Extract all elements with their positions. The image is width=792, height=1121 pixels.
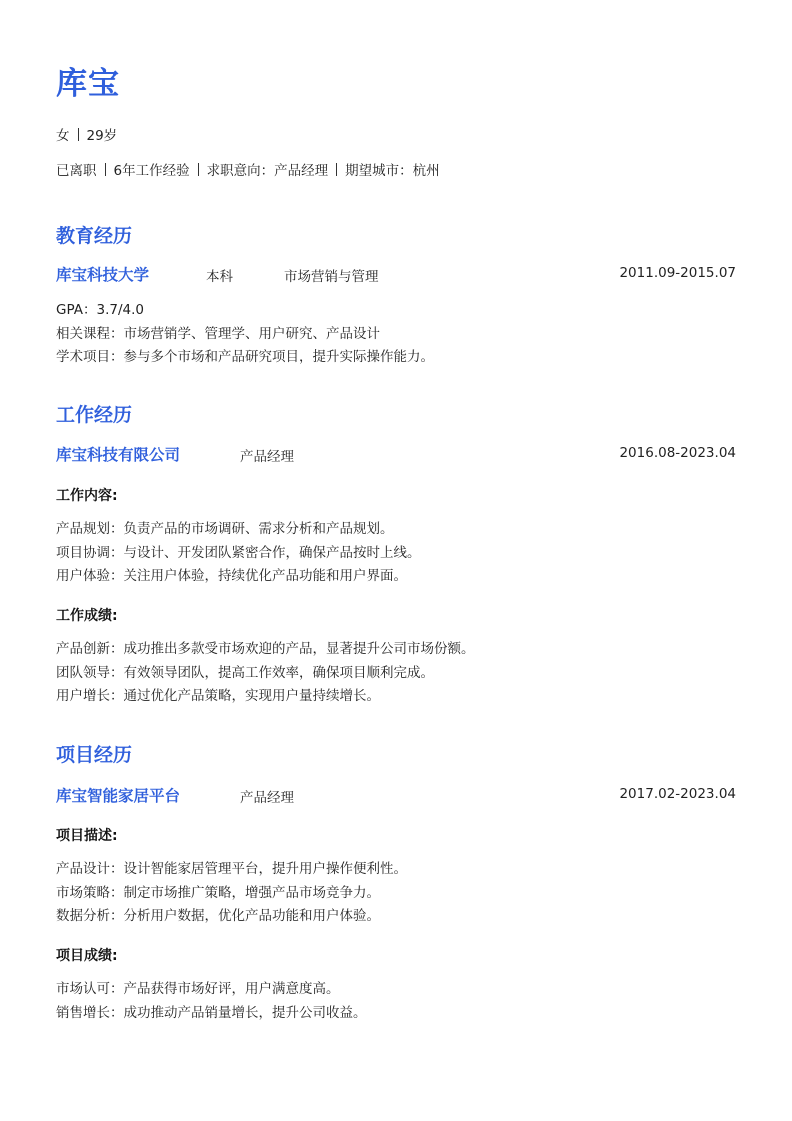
divider — [198, 163, 199, 176]
major-text: 市场营销与管理 — [284, 269, 379, 285]
education-section-title: 教育经历 — [56, 225, 133, 247]
project-name: 库宝智能家居平台 — [56, 787, 181, 805]
work-role: 产品经理 — [240, 449, 294, 465]
project-section-title: 项目经历 — [56, 744, 133, 766]
project-period: 2017.02-2023.04 — [619, 786, 736, 802]
work-entry — [56, 443, 736, 465]
city-text: 期望城市：杭州 — [345, 163, 440, 179]
project-desc-line: 数据分析：分析用户数据，优化产品功能和用户体验。 — [56, 908, 380, 924]
divider — [336, 163, 337, 176]
education-detail-line: 相关课程：市场营销学、管理学、用户研究、产品设计 — [56, 325, 380, 342]
project-desc-line: 市场策略：制定市场推广策略，增强产品市场竞争力。 — [56, 884, 380, 901]
gender-text: 女 — [56, 128, 70, 144]
education-detail-line: GPA：3.7/4.0 — [56, 302, 144, 318]
degree-text: 本科 — [206, 269, 233, 285]
school-name: 库宝科技大学 — [56, 266, 150, 284]
intention-text: 求职意向：产品经理 — [206, 163, 329, 179]
project-desc-list — [56, 858, 407, 929]
divider — [78, 128, 79, 141]
age-text: 29岁 — [86, 128, 118, 144]
project-result-line: 销售增长：成功推动产品销量增长，提升公司收益。 — [56, 1004, 367, 1021]
project-result-line: 市场认可：产品获得市场好评，用户满意度高。 — [56, 981, 340, 997]
status-text: 已离职 — [56, 163, 97, 179]
work-content-line: 产品规划：负责产品的市场调研、需求分析和产品规划。 — [56, 521, 394, 537]
work-results-title: 工作成绩: — [56, 608, 118, 624]
basic-info-row — [56, 124, 117, 144]
work-section-title: 工作经历 — [56, 404, 133, 426]
candidate-name: 库宝 — [56, 66, 120, 102]
work-result-line: 产品创新：成功推出多款受市场欢迎的产品，显著提升公司市场份额。 — [56, 641, 475, 657]
project-entry — [56, 784, 736, 806]
divider — [105, 163, 106, 176]
work-result-line: 用户增长：通过优化产品策略，实现用户量持续增长。 — [56, 688, 380, 704]
project-desc-line: 产品设计：设计智能家居管理平台，提升用户操作便利性。 — [56, 861, 407, 877]
work-period: 2016.08-2023.04 — [619, 445, 736, 461]
education-entry — [56, 263, 736, 285]
work-content-line: 用户体验：关注用户体验，持续优化产品功能和用户界面。 — [56, 568, 407, 584]
project-desc-title: 项目描述: — [56, 828, 118, 844]
education-period: 2011.09-2015.07 — [619, 265, 736, 281]
job-info-row — [56, 159, 440, 179]
company-name: 库宝科技有限公司 — [56, 446, 181, 464]
work-content-list — [56, 518, 421, 589]
project-results-title: 项目成绩: — [56, 948, 118, 964]
project-role: 产品经理 — [240, 790, 294, 806]
project-results-list — [56, 978, 367, 1025]
education-details — [56, 299, 434, 370]
work-content-title: 工作内容: — [56, 488, 118, 504]
education-detail-line: 学术项目：参与多个市场和产品研究项目，提升实际操作能力。 — [56, 349, 434, 365]
work-results-list — [56, 638, 475, 709]
work-content-line: 项目协调：与设计、开发团队紧密合作，确保产品按时上线。 — [56, 544, 421, 561]
experience-text: 6年工作经验 — [113, 163, 190, 179]
work-result-line: 团队领导：有效领导团队，提高工作效率，确保项目顺利完成。 — [56, 664, 434, 681]
